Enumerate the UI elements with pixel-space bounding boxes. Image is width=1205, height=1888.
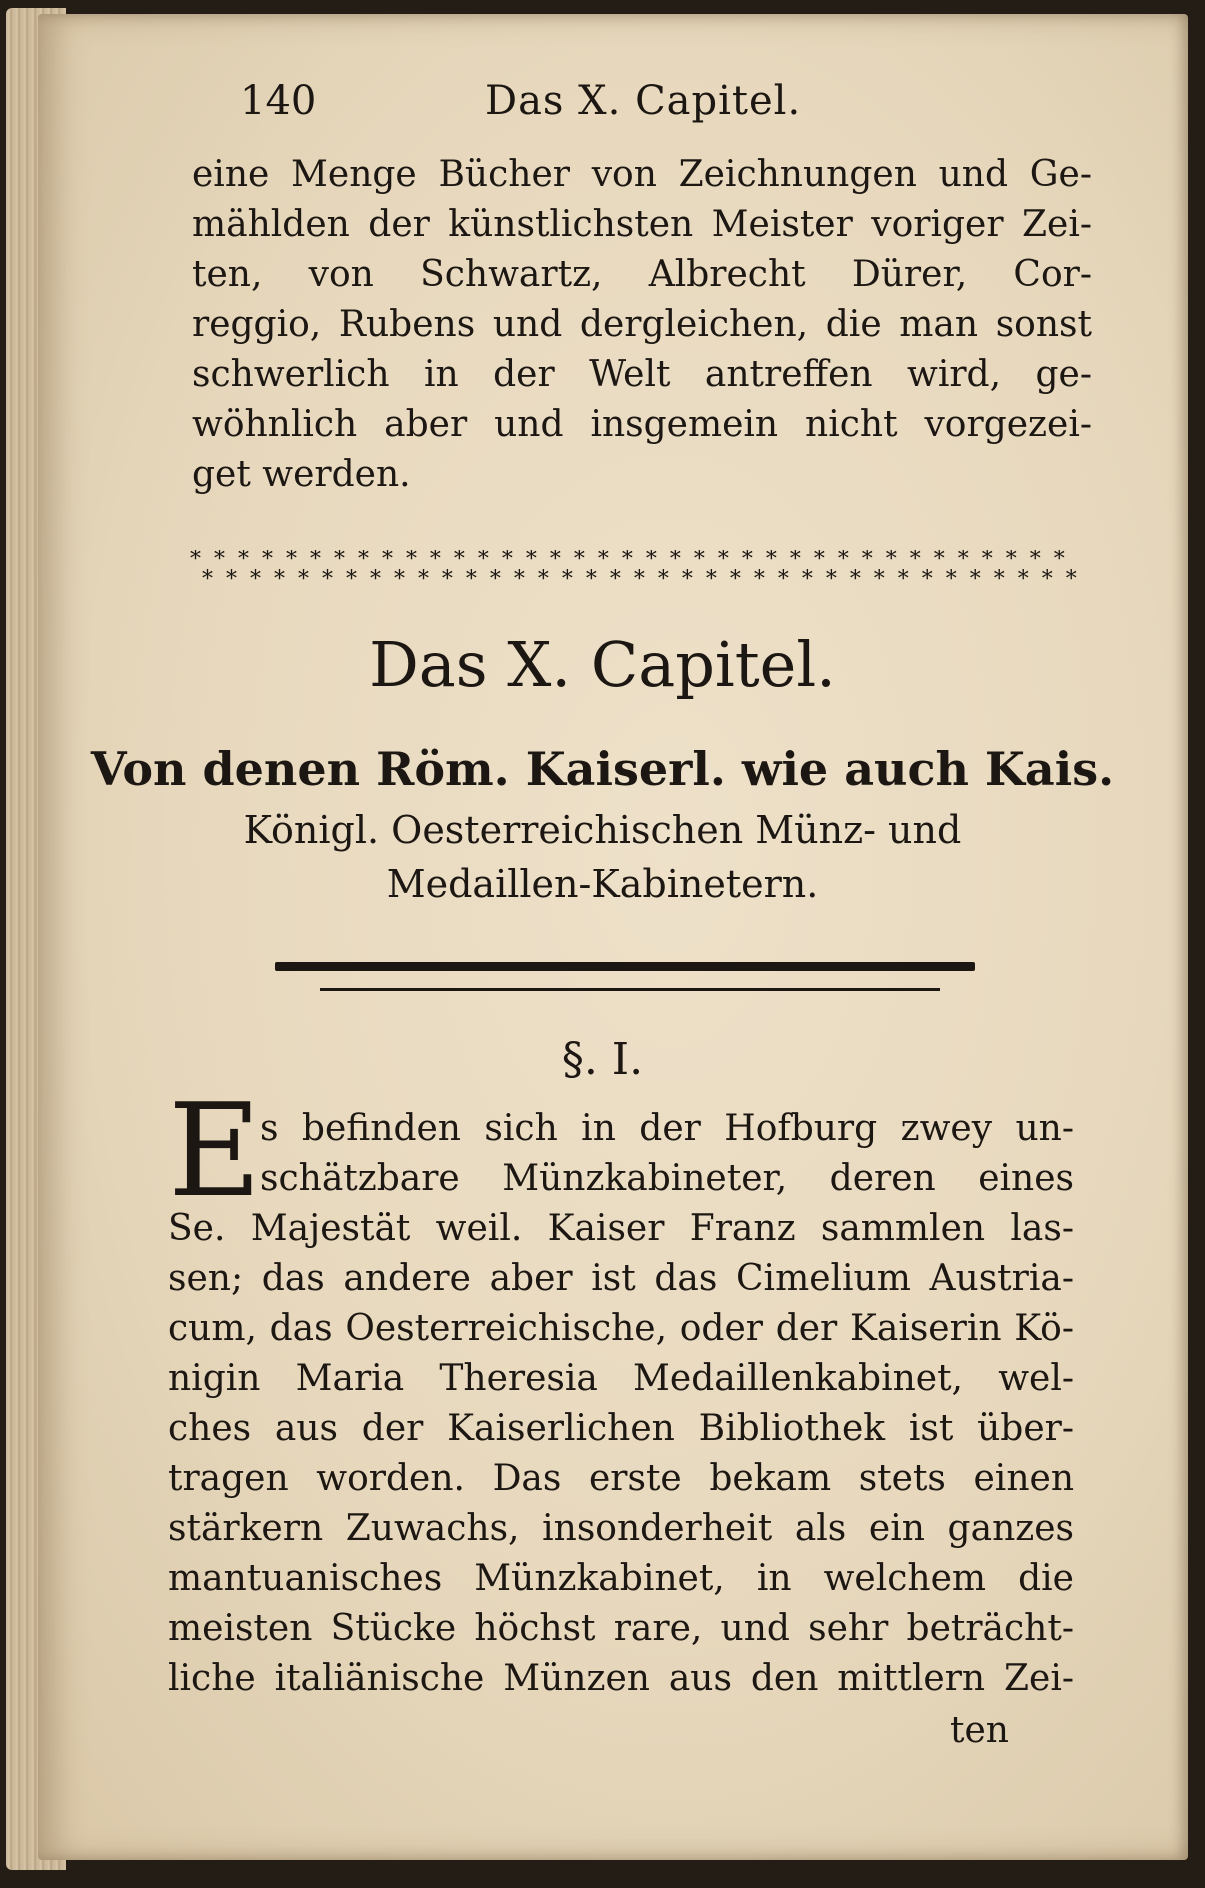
text-line: tragen worden. Das erste bekam stets einen [168, 1458, 1074, 1499]
ornament-row: * * * * * * * * * * * * * * * * * * * * * * * * * * * * * * * * * * * * * [190, 550, 1068, 572]
text-line: schwerlich in der Welt antreffen wird, ge- [192, 354, 1092, 395]
star-ornament-divider [190, 550, 1090, 594]
text-line: ches aus der Kaiserlichen Bibliothek ist über- [168, 1408, 1074, 1449]
thin-rule [320, 988, 940, 991]
text-line: ten, von Schwartz, Albrecht Dürer, Cor- [192, 254, 1092, 295]
chapter-subtitle-line: Medaillen-Kabinetern. [386, 862, 819, 906]
text-line: mählden der künstlichsten Meister voriger Zei- [192, 204, 1092, 245]
catchword: ten [950, 1710, 1009, 1751]
text-line: nigin Maria Theresia Medaillenkabinet, wel- [168, 1358, 1074, 1399]
page-header [240, 78, 850, 134]
text-line: eine Menge Bücher von Zeichnungen und Ge- [192, 154, 1092, 195]
text-line: sen; das andere aber ist das Cimelium Austria- [168, 1258, 1074, 1299]
ornament-row: * * * * * * * * * * * * * * * * * * * * * * * * * * * * * * * * * * * * * [202, 567, 1080, 592]
text-line: s befinden sich in der Hofburg zwey un- [260, 1108, 1074, 1149]
text-line: stärkern Zuwachs, insonderheit als ein ganzes [168, 1508, 1074, 1549]
text-line: cum, das Oesterreichische, oder der Kaiserin Kö- [168, 1308, 1074, 1349]
text-line: get werden. [192, 454, 411, 495]
thick-rule [275, 962, 975, 971]
text-line: schätzbare Münzkabineter, deren eines [260, 1158, 1074, 1199]
section-paragraph [168, 1104, 1074, 1704]
text-line: Se. Majestät weil. Kaiser Franz sammlen las- [168, 1208, 1074, 1249]
text-line: reggio, Rubens und dergleichen, die man sonst [192, 304, 1092, 345]
text-line: liche italiänische Münzen aus den mittlern Zei- [168, 1658, 1074, 1699]
section-mark: §. I. [561, 1034, 644, 1085]
text-line: meisten Stücke höchst rare, und sehr beträcht- [168, 1608, 1074, 1649]
continuation-paragraph [192, 150, 1092, 500]
chapter-title: Das X. Capitel. [369, 628, 836, 701]
page-number: 140 [240, 78, 317, 124]
text-line: wöhnlich aber und insgemein nicht vorgezei- [192, 404, 1092, 445]
drop-cap: E [168, 1077, 262, 1226]
text-line: mantuanisches Münzkabinet, in welchem die [168, 1558, 1074, 1599]
chapter-subtitle-line: Von denen Röm. Kaiserl. wie auch Kais. [90, 742, 1115, 796]
chapter-subtitle-line: Königl. Oesterreichischen Münz- und [243, 808, 962, 852]
running-title: Das X. Capitel. [485, 78, 802, 124]
